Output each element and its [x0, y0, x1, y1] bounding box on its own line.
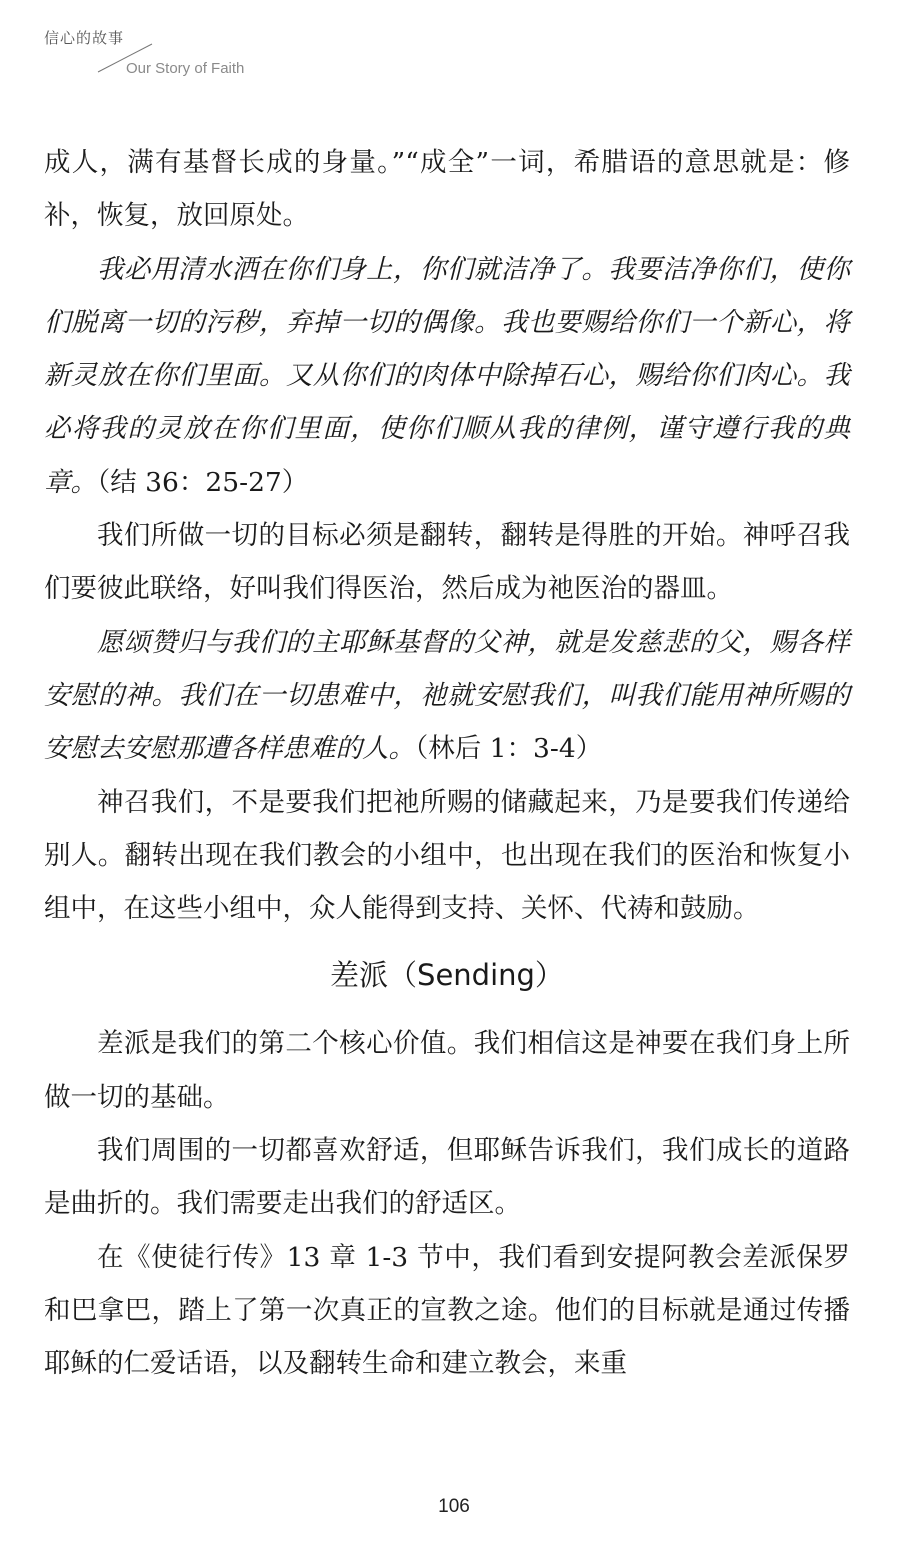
running-head [0, 0, 908, 90]
scripture-reference: （林后 1：3-4） [415, 733, 603, 765]
paragraph: 我们所做一切的目标必须是翻转，翻转是得胜的开始。神呼召我们要彼此联络，好叫我们得医治，然后成为祂医治的器皿。 [44, 520, 850, 605]
scripture-quote-ezekiel [44, 243, 850, 509]
quote-text: 我必用清水洒在你们身上，你们就洁净了。我要洁净你们，使你们脱离一切的污秽，弃掉一切的偶像。我也要赐给你们一个新心，将新灵放在你们里面。又从你们的肉体中除掉石心，赐给你们肉心。我必将我的灵放在你们里面，使你们顺从我的律例，谨守遵行我的典章。 [44, 253, 850, 498]
paragraph: 我们周围的一切都喜欢舒适，但耶稣告诉我们，我们成长的道路是曲折的。我们需要走出我们的舒适区。 [44, 1135, 850, 1220]
scripture-reference: （结 36：25-27） [97, 466, 309, 498]
paragraph-continuation: 成人，满有基督长成的身量。”“成全”一词，希腊语的意思就是：修补，恢复，放回原处。 [44, 147, 850, 232]
quote-text: 愿颂赞归与我们的主耶稣基督的父神，就是发慈悲的父，赐各样安慰的神。我们在一切患难中，祂就安慰我们，叫我们能用神所赐的安慰去安慰那遭各样患难的人。 [44, 626, 850, 765]
section-heading: 差派（Sending） [330, 958, 564, 993]
paragraph: 差派是我们的第二个核心价值。我们相信这是神要在我们身上所做一切的基础。 [44, 1028, 850, 1113]
paragraph: 在《使徒行传》13 章 1-3 节中，我们看到安提阿教会差派保罗和巴拿巴，踏上了第一次真正的宣教之途。他们的目标就是通过传播耶稣的仁爱话语，以及翻转生命和建立教会，来重 [44, 1241, 850, 1380]
page-number: 106 [438, 1496, 470, 1517]
paragraph: 神召我们，不是要我们把祂所赐的储藏起来，乃是要我们传递给别人。翻转出现在我们教会的小组中，也出现在我们的医治和恢复小组中，在这些小组中，众人能得到支持、关怀、代祷和鼓励。 [44, 786, 850, 925]
page-body [44, 136, 850, 1391]
scripture-quote-corinthians [44, 616, 850, 776]
book-title-english: Our Story of Faith [126, 60, 245, 77]
book-title-chinese: 信心的故事 [44, 29, 125, 47]
